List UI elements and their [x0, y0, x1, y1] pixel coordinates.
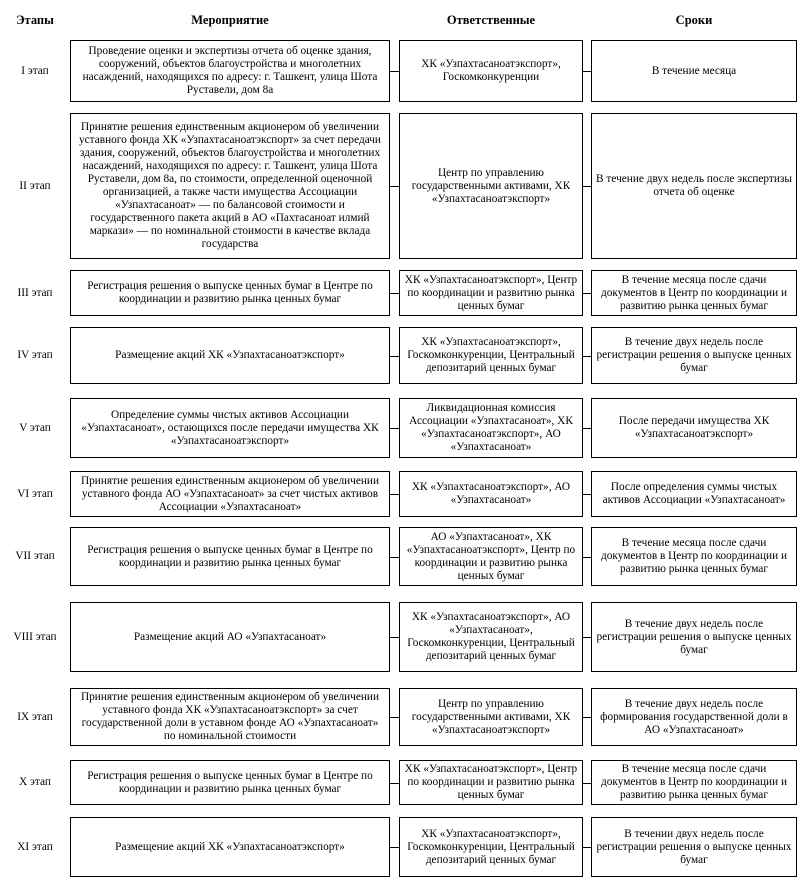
connector-line	[390, 356, 399, 357]
connector-line	[390, 494, 399, 495]
connector-line	[390, 186, 399, 187]
deadline-box: В течение месяца после сдачи документов в Центр по координации и развитию рынка ценных бумаг	[591, 760, 797, 805]
responsible-box: ХК «Узпахтасаноатэкспорт», Госкомконкуренции	[399, 40, 583, 102]
stage-label: V этап	[19, 421, 51, 434]
stage-label: IV этап	[17, 349, 53, 361]
responsible-box: ХК «Узпахтасаноатэкспорт», АО «Узпахтасаноат»	[399, 471, 583, 517]
responsible-box: АО «Узпахтасаноат», ХК «Узпахтасаноатэкспорт», Центр по координации и развитию рынка ценных бумаг	[399, 527, 583, 586]
stage-label: VI этап	[17, 487, 53, 500]
activity-box: Размещение акций ХК «Узпахтасаноатэкспорт»	[70, 327, 390, 384]
responsible-box: ХК «Узпахтасаноатэкспорт», Госкомконкуренции, Центральный депозитарий ценных бумаг	[399, 817, 583, 877]
connector-line	[583, 186, 591, 187]
header-deadline: Сроки	[675, 13, 713, 27]
responsible-box: ХК «Узпахтасаноатэкспорт», АО «Узпахтасаноат», Госкомконкуренции, Центральный депозитарий ценных бумаг	[399, 602, 583, 672]
connector-line	[583, 783, 591, 784]
connector-line	[390, 783, 399, 784]
connector-line	[390, 637, 399, 638]
connector-line	[390, 293, 399, 294]
responsible-box: Центр по управлению государственными активами, ХК «Узпахтасаноатэкспорт»	[399, 688, 583, 746]
stage-label: II этап	[19, 179, 51, 192]
header-responsible: Ответственные	[446, 13, 536, 27]
connector-line	[583, 494, 591, 495]
connector-line	[583, 717, 591, 718]
responsible-box: ХК «Узпахтасаноатэкспорт», Центр по координации и развитию рынка ценных бумаг	[399, 270, 583, 316]
connector-line	[583, 637, 591, 638]
connector-line	[583, 71, 591, 72]
stage-label: VIII этап	[13, 630, 57, 643]
activity-box: Размещение акций ХК «Узпахтасаноатэкспорт»	[70, 817, 390, 877]
activity-box: Размещение акций АО «Узпахтасаноат»	[70, 602, 390, 672]
deadline-box: После передачи имущества ХК «Узпахтасаноатэкспорт»	[591, 398, 797, 458]
stage-label: XI этап	[17, 840, 53, 853]
activity-box: Определение суммы чистых активов Ассоциации «Узпахтасаноат», остающихся после передачи имущества ХК «Узпахтасаноатэкспорт»	[70, 398, 390, 458]
stage-label: IX этап	[17, 710, 53, 723]
connector-line	[390, 717, 399, 718]
stage-label: I этап	[21, 64, 49, 77]
activity-box: Принятие решения единственным акционером об увеличении уставного фонда ХК «Узпахтасаноатэкспорт» за счет передачи здания, сооружений, объектов благоустройства и многолетних насаждений, находящихся по адресу: г. Ташкент, улица Шота Руставели, дом 8а, по стоимости, определенной оценочной организацией, а также части имущества Ассоциации «Узпахтасаноат» — по балансовой стоимости и государственного пакета акций в АО «Пахтасаноат илмий маркази» — по номинальной стоимости в качестве вклада государства	[70, 113, 390, 259]
deadline-box: В течение двух недель после регистрации решения о выпуске ценных бумаг	[591, 327, 797, 384]
deadline-box: В течении двух недель после регистрации решения о выпуске ценных бумаг	[591, 817, 797, 877]
activity-box: Регистрация решения о выпуске ценных бумаг в Центре по координации и развитию рынка ценных бумаг	[70, 270, 390, 316]
responsible-box: ХК «Узпахтасаноатэкспорт», Центр по координации и развитию рынка ценных бумаг	[399, 760, 583, 805]
deadline-box: В течение месяца после сдачи документов в Центр по координации и развитию рынка ценных бумаг	[591, 270, 797, 316]
header-stage: Этапы	[16, 13, 54, 27]
connector-line	[390, 847, 399, 848]
connector-line	[583, 847, 591, 848]
deadline-box: В течение месяца после сдачи документов в Центр по координации и развитию рынка ценных бумаг	[591, 527, 797, 586]
stage-label: III этап	[17, 286, 53, 299]
responsible-box: ХК «Узпахтасаноатэкспорт», Госкомконкуренции, Центральный депозитарий ценных бумаг	[399, 327, 583, 384]
activity-box: Принятие решения единственным акционером об увеличении уставного фонда ХК «Узпахтасаноатэкспорт» за счет государственной доли в уставном фонде АО «Узпахтасаноат» по номинальной стоимости	[70, 688, 390, 746]
connector-line	[583, 428, 591, 429]
connector-line	[583, 356, 591, 357]
activity-box: Принятие решения единственным акционером об увеличении уставного фонда АО «Узпахтасаноат» за счет чистых активов Ассоциации «Узпахтасаноат»	[70, 471, 390, 517]
activity-box: Регистрация решения о выпуске ценных бумаг в Центре по координации и развитию рынка ценных бумаг	[70, 527, 390, 586]
stage-label: VII этап	[15, 550, 55, 562]
deadline-box: В течение месяца	[591, 40, 797, 102]
activity-box: Регистрация решения о выпуске ценных бумаг в Центре по координации и развитию рынка ценных бумаг	[70, 760, 390, 805]
connector-line	[390, 428, 399, 429]
deadline-box: В течение двух недель после регистрации решения о выпуске ценных бумаг	[591, 602, 797, 672]
activity-box: Проведение оценки и экспертизы отчета об оценке здания, сооружений, объектов благоустройства и многолетних насаждений, находящихся по адресу: г. Ташкент, улица Шота Руставели, дом 8а	[70, 40, 390, 102]
responsible-box: Ликвидационная комиссия Ассоциации «Узпахтасаноат», ХК «Узпахтасаноатэкспорт», АО «Узпахтасаноат»	[399, 398, 583, 458]
responsible-box: Центр по управлению государственными активами, ХК «Узпахтасаноатэкспорт»	[399, 113, 583, 259]
stage-label: X этап	[19, 776, 51, 788]
header-activity: Мероприятие	[191, 13, 269, 27]
connector-line	[390, 71, 399, 72]
connector-line	[583, 557, 591, 558]
deadline-box: В течение двух недель после экспертизы отчета об оценке	[591, 113, 797, 259]
connector-line	[390, 557, 399, 558]
connector-line	[583, 293, 591, 294]
deadline-box: В течение двух недель после формирования государственной доли в АО «Узпахтасаноат»	[591, 688, 797, 746]
deadline-box: После определения суммы чистых активов Ассоциации «Узпахтасаноат»	[591, 471, 797, 517]
